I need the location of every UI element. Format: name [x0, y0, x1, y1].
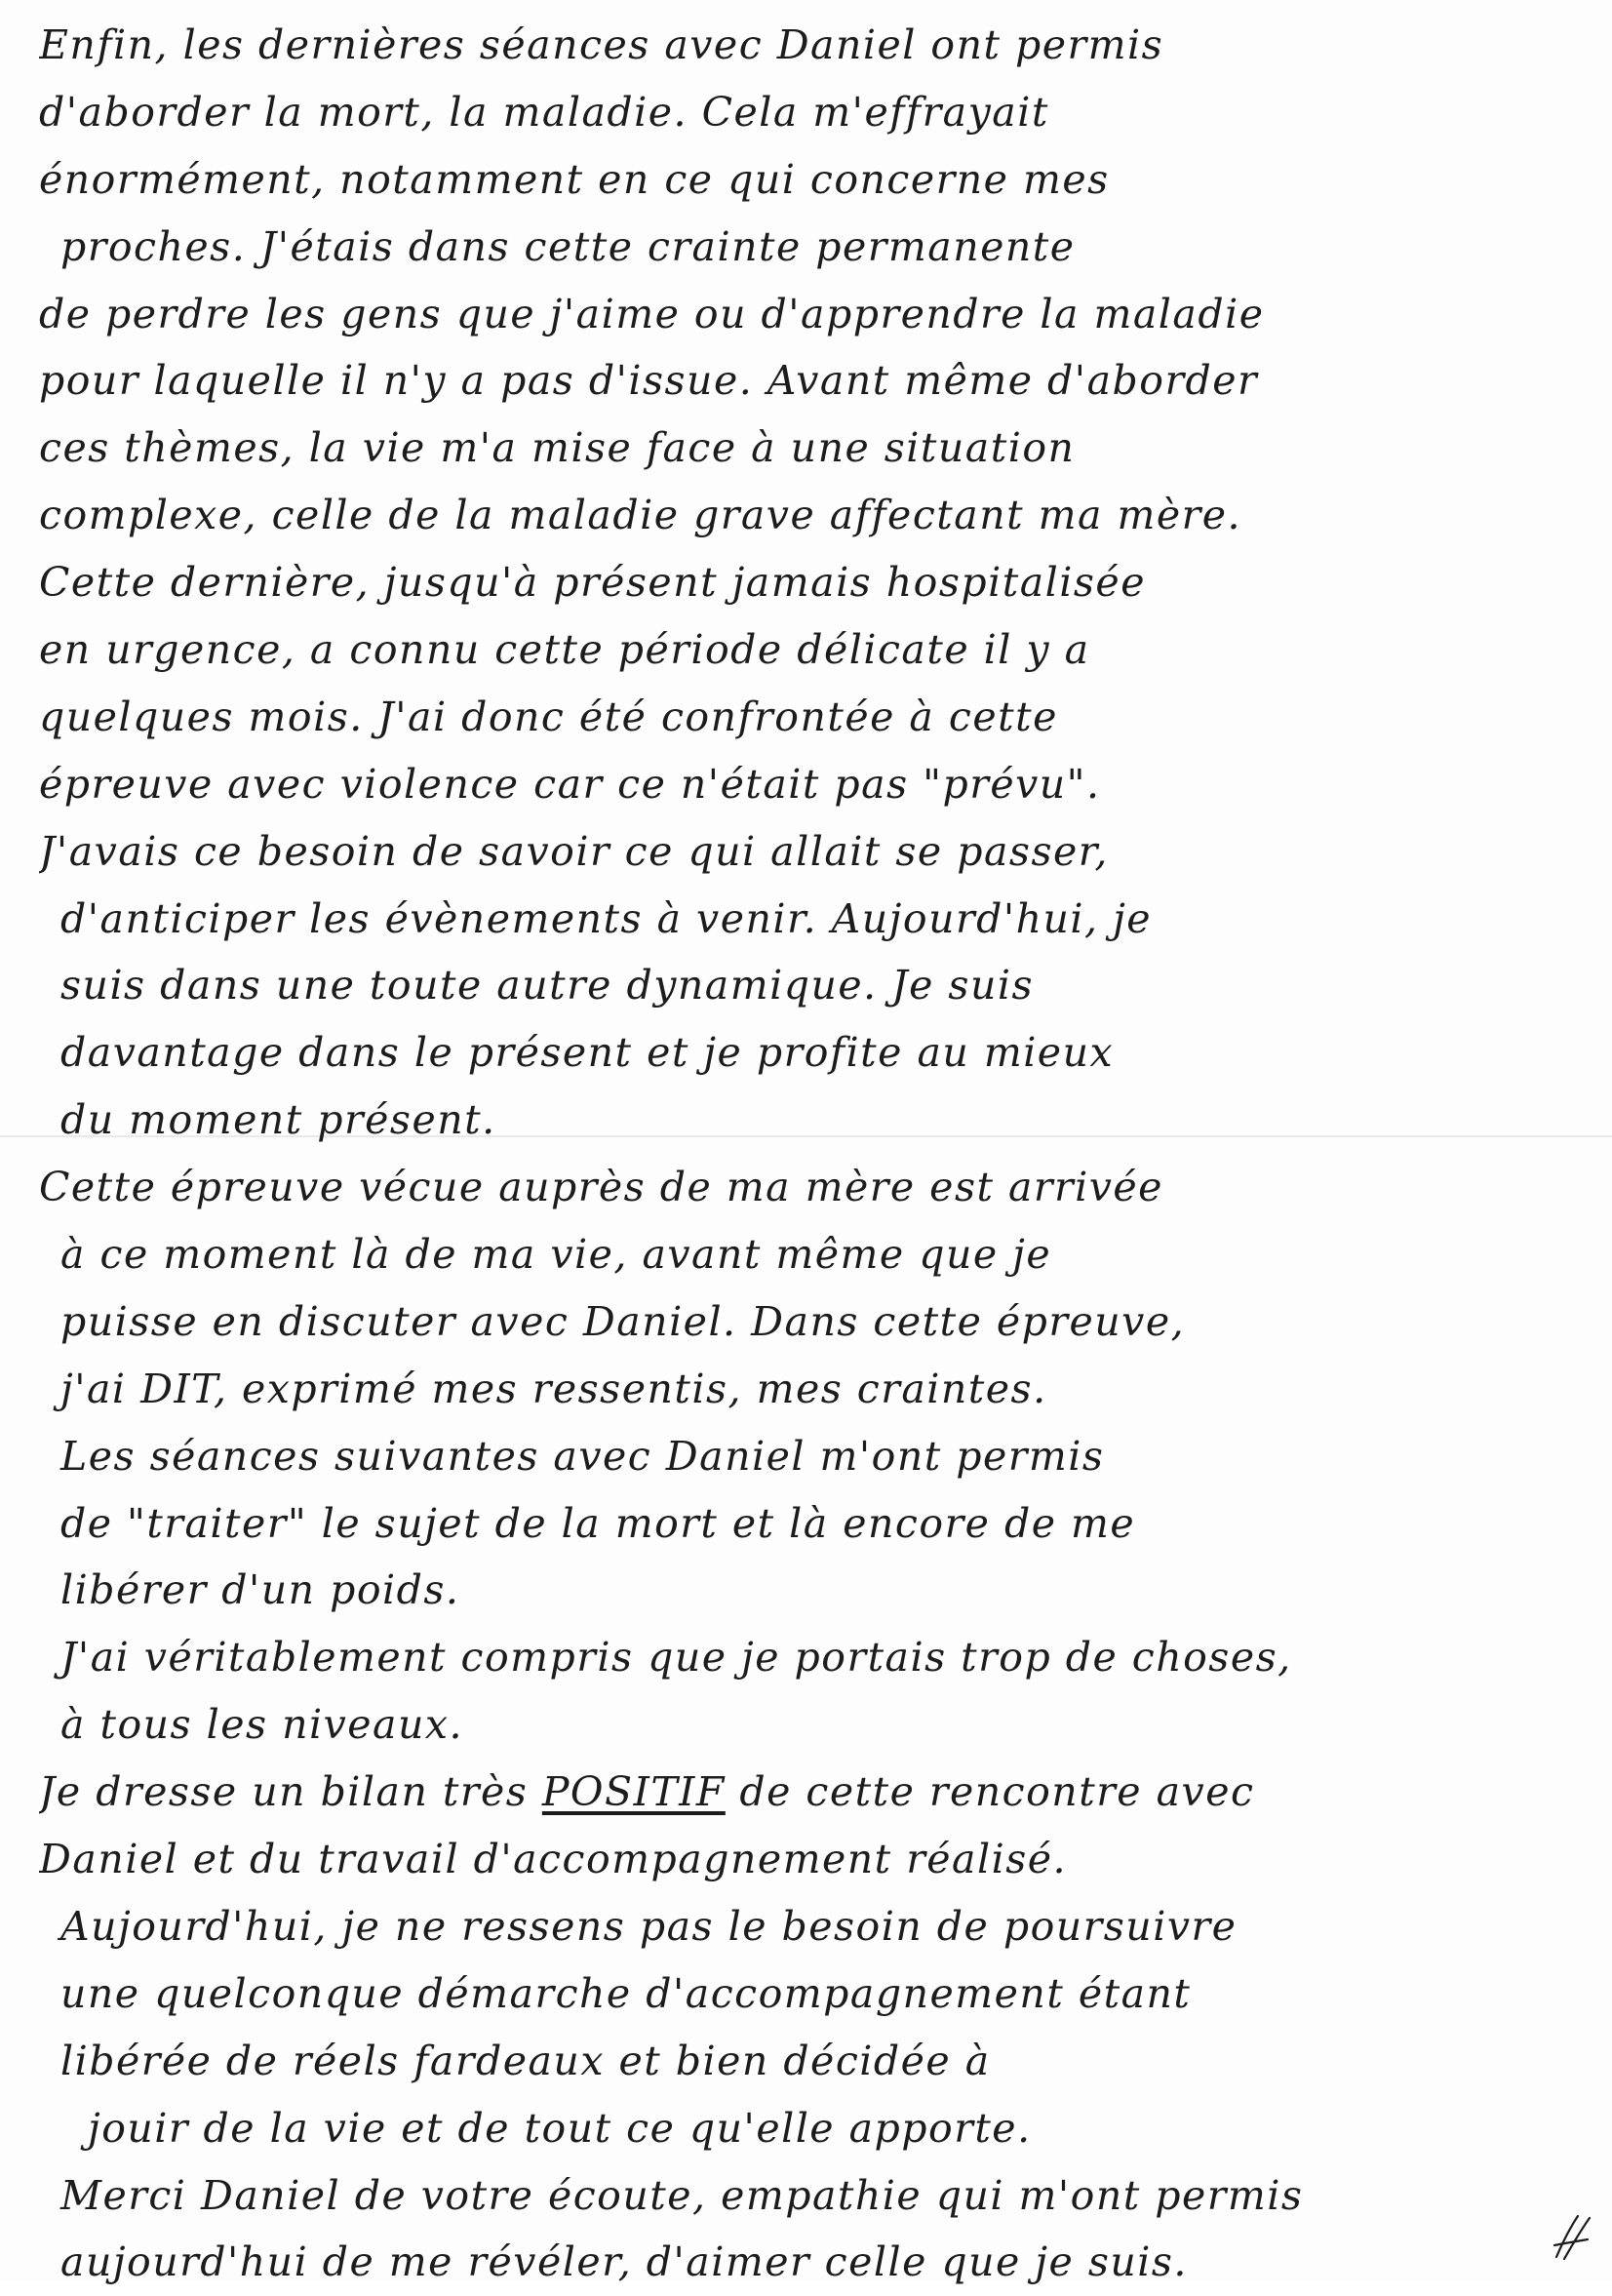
letter-line-4: proches. J'étais dans cette crainte permanente: [60, 222, 1076, 270]
letter-line-1: Enfin, les dernières séances avec Daniel ont permis: [39, 21, 1164, 68]
letter-line-29: Aujourd'hui, je ne ressens pas le besoin de poursuivre: [60, 1902, 1238, 1950]
letter-line-31: libérée de réels fardeaux et bien décidée à: [60, 2037, 991, 2084]
letter-line-14: d'anticiper les évènements à venir. Aujourd'hui, je: [60, 894, 1153, 942]
letter-line-10: en urgence, a connu cette période délicate il y a: [39, 626, 1090, 674]
letter-line-7: ces thèmes, la vie m'a mise face à une situation: [39, 424, 1076, 472]
letter-line-2: d'aborder la mort, la maladie. Cela m'effrayait: [39, 88, 1049, 136]
letter-line-27-end: de cette rencontre avec: [739, 1768, 1255, 1816]
letter-line-27: [39, 1759, 1580, 1826]
letter-line-33: Merci Daniel de votre écoute, empathie qui m'ont permis: [60, 2171, 1304, 2219]
letter-line-26: à tous les niveaux.: [60, 1701, 464, 1749]
letter-line-22: Les séances suivantes avec Daniel m'ont permis: [60, 1432, 1105, 1480]
letter-line-32: jouir de la vie et de tout ce qu'elle apporte.: [88, 2104, 1032, 2152]
letter-line-24: libérer d'un poids.: [60, 1566, 460, 1614]
letter-line-12: épreuve avec violence car ce n'était pas "prévu".: [39, 760, 1101, 808]
letter-line-34: aujourd'hui de me révéler, d'aimer celle que je suis.: [60, 2238, 1188, 2286]
letter-line-13: J'avais ce besoin de savoir ce qui allait se passer,: [39, 827, 1109, 875]
letter-line-9: Cette dernière, jusqu'à présent jamais hospitalisée: [39, 559, 1146, 607]
letter-line-8: complexe, celle de la maladie grave affectant ma mère.: [39, 492, 1242, 539]
handwritten-letter-body: [39, 12, 1580, 2296]
letter-line-23: de "traiter" le sujet de la mort et là encore de me: [60, 1499, 1136, 1547]
letter-line-15: suis dans une toute autre dynamique. Je suis: [60, 962, 1035, 1009]
letter-line-6: pour laquelle il n'y a pas d'issue. Avant même d'aborder: [39, 357, 1259, 405]
letter-line-28: Daniel et du travail d'accompagnement réalisé.: [39, 1836, 1068, 1883]
letter-line-20: puisse en discuter avec Daniel. Dans cette épreuve,: [60, 1297, 1186, 1345]
letter-line-17: du moment présent.: [60, 1096, 496, 1144]
letter-line-11: quelques mois. J'ai donc été confrontée à cette: [39, 693, 1058, 740]
letter-line-25: J'ai véritablement compris que je portais trop de choses,: [60, 1634, 1292, 1682]
letter-line-30: une quelconque démarche d'accompagnement étant: [60, 1969, 1192, 2017]
letter-line-18: Cette épreuve vécue auprès de ma mère est arrivée: [39, 1164, 1163, 1211]
letter-line-19: à ce moment là de ma vie, avant même que je: [60, 1231, 1052, 1279]
letter-line-27-start: Je dresse un bilan très: [39, 1768, 529, 1816]
letter-line-3: énormément, notamment en ce qui concerne mes: [39, 155, 1110, 203]
letter-line-16: davantage dans le présent et je profite au mieux: [60, 1029, 1115, 1077]
letter-line-21: j'ai DIT, exprimé mes ressentis, mes craintes.: [60, 1365, 1047, 1412]
letter-line-5: de perdre les gens que j'aime ou d'apprendre la maladie: [39, 290, 1265, 337]
underlined-emphasis-word: POSITIF: [541, 1768, 726, 1816]
signature-initials-mark: [1549, 2210, 1597, 2263]
